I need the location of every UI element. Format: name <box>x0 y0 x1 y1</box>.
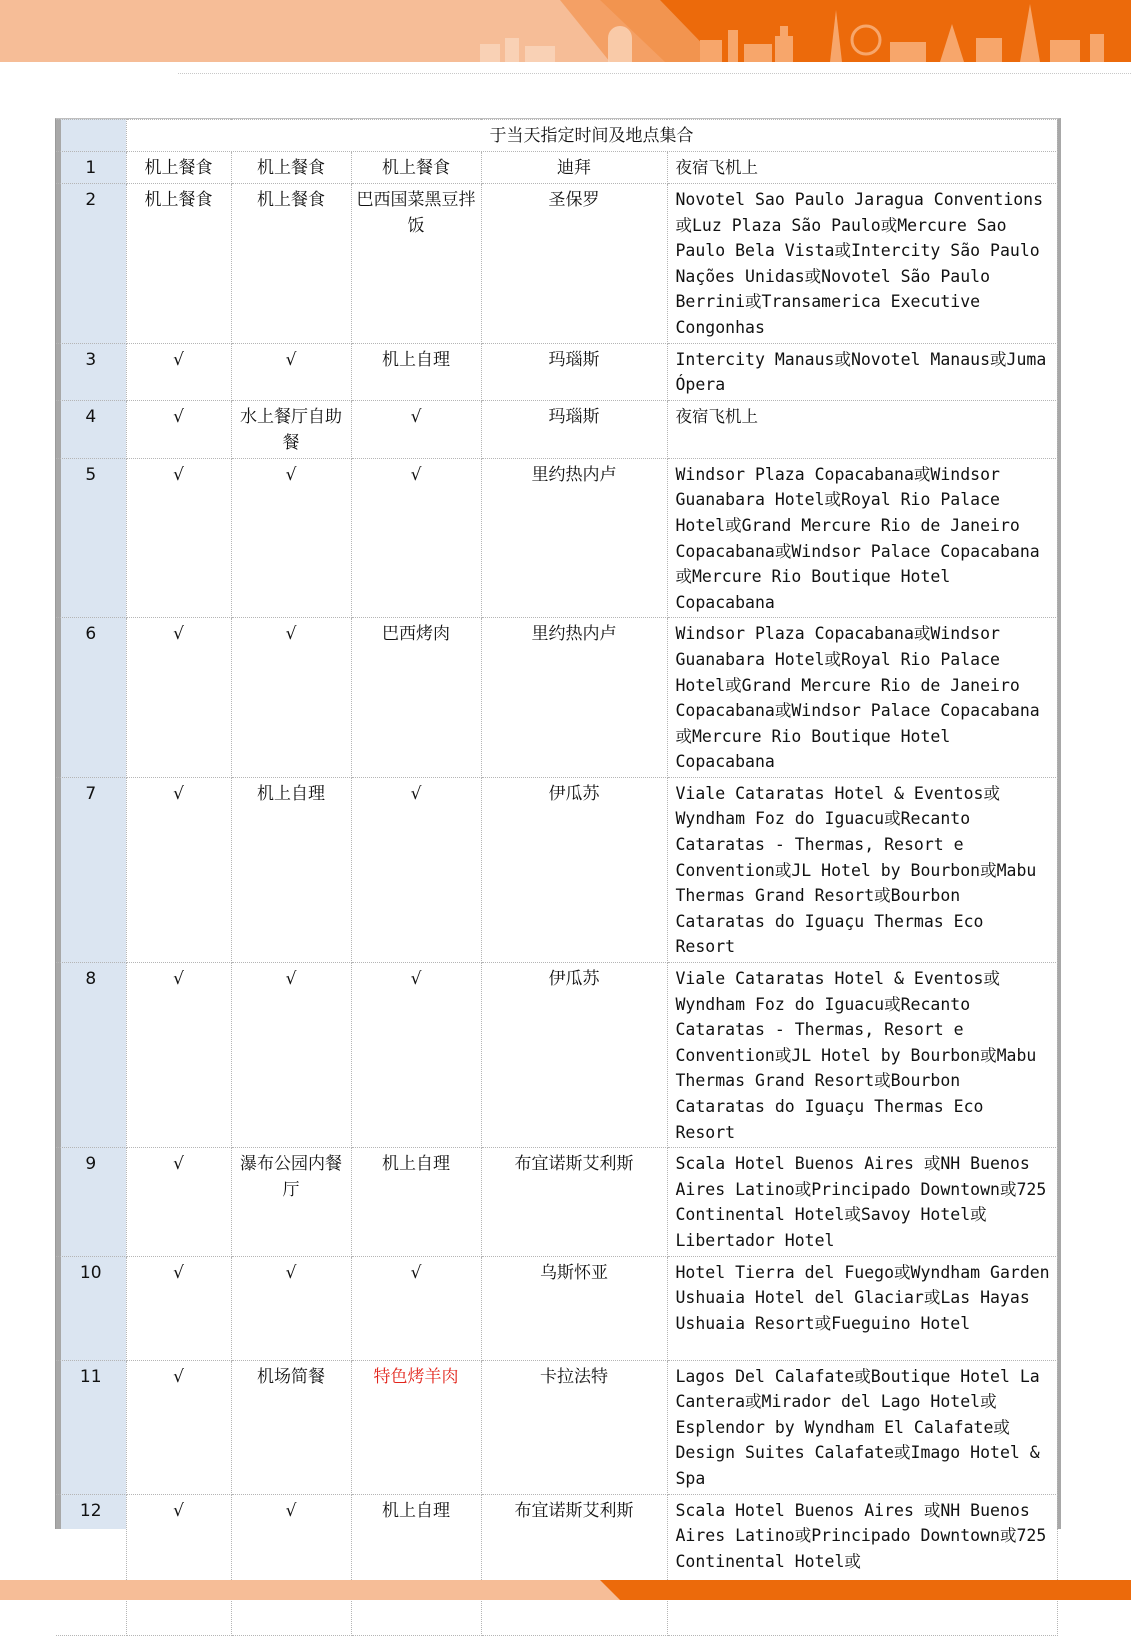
city-cell: 布宜诺斯艾利斯 <box>481 1148 667 1256</box>
hotel-cell: Lagos Del Calafate或Boutique Hotel La Cantera或Mirador del Lago Hotel或Esplendor by Wyndham El Calafate或Design Suites Calafate或Imago Hotel & Spa <box>667 1360 1057 1494</box>
dinner-cell: 机上自理 <box>351 1148 481 1256</box>
hotel-cell: 夜宿飞机上 <box>667 400 1057 458</box>
hotel-cell: Viale Cataratas Hotel & Eventos或Wyndham Foz do Iguacu或Recanto Cataratas - Thermas, Resort e Convention或JL Hotel by Bourbon或Mabu Thermas Grand Resort或Bourbon Cataratas do Iguaçu Thermas Eco Resort <box>667 963 1057 1148</box>
meeting-note: 于当天指定时间及地点集合 <box>126 120 1057 152</box>
dinner-cell: √ <box>351 400 481 458</box>
city-cell: 乌斯怀亚 <box>481 1256 667 1360</box>
dinner-cell: 巴西烤肉 <box>351 618 481 778</box>
breakfast-cell: √ <box>126 343 231 400</box>
table-row <box>56 1148 1057 1256</box>
breakfast-cell: 机上餐食 <box>126 152 231 184</box>
header-dotted-rule <box>178 73 1131 74</box>
breakfast-cell: √ <box>126 618 231 778</box>
day-number: 7 <box>56 777 126 962</box>
city-cell: 里约热内卢 <box>481 458 667 618</box>
breakfast-cell: √ <box>126 1494 231 1635</box>
lunch-cell: 机上自理 <box>231 777 351 962</box>
hotel-cell: Scala Hotel Buenos Aires 或NH Buenos Aires Latino或Principado Downtown或725 Continental Hotel或Savoy Hotel或Libertador Hotel <box>667 1148 1057 1256</box>
lunch-cell: √ <box>231 1494 351 1635</box>
lunch-cell: 机场简餐 <box>231 1360 351 1494</box>
city-cell: 布宜诺斯艾利斯 <box>481 1494 667 1635</box>
day-number: 1 <box>56 152 126 184</box>
breakfast-cell: √ <box>126 400 231 458</box>
table-row <box>56 777 1057 962</box>
city-cell: 伊瓜苏 <box>481 777 667 962</box>
hotel-cell: Viale Cataratas Hotel & Eventos或Wyndham Foz do Iguacu或Recanto Cataratas - Thermas, Resort e Convention或JL Hotel by Bourbon或Mabu Thermas Grand Resort或Bourbon Cataratas do Iguaçu Thermas Eco Resort <box>667 777 1057 962</box>
breakfast-cell: 机上餐食 <box>126 184 231 344</box>
breakfast-cell: √ <box>126 777 231 962</box>
lunch-cell: 水上餐厅自助餐 <box>231 400 351 458</box>
hotel-cell: Novotel Sao Paulo Jaragua Conventions或Luz Plaza São Paulo或Mercure Sao Paulo Bela Vista或Intercity São Paulo Nações Unidas或Novotel São Paulo Berrini或Transamerica Executive Congonhas <box>667 184 1057 344</box>
dinner-cell: 巴西国菜黑豆拌饭 <box>351 184 481 344</box>
day-number: 3 <box>56 343 126 400</box>
table-row <box>56 400 1057 458</box>
lunch-cell: √ <box>231 1256 351 1360</box>
breakfast-cell: √ <box>126 1360 231 1494</box>
bottom-banner-graphic <box>0 1580 1131 1600</box>
day-number: 4 <box>56 400 126 458</box>
dinner-cell: √ <box>351 1256 481 1360</box>
city-cell: 玛瑙斯 <box>481 343 667 400</box>
itinerary-table <box>56 119 1058 1636</box>
city-cell: 迪拜 <box>481 152 667 184</box>
table-row <box>56 618 1057 778</box>
day-number: 8 <box>56 963 126 1148</box>
table-row <box>56 152 1057 184</box>
lunch-cell: √ <box>231 963 351 1148</box>
table-row <box>56 1494 1057 1635</box>
day-number: 12 <box>56 1494 126 1635</box>
row-number-empty <box>56 120 126 152</box>
table-row <box>56 343 1057 400</box>
breakfast-cell: √ <box>126 1256 231 1360</box>
day-number: 5 <box>56 458 126 618</box>
table-row <box>56 1360 1057 1494</box>
dinner-cell-highlighted: 特色烤羊肉 <box>351 1360 481 1494</box>
lunch-cell: 机上餐食 <box>231 184 351 344</box>
dinner-cell: 机上自理 <box>351 1494 481 1635</box>
skyline-banner-graphic <box>0 0 1131 62</box>
lunch-cell: √ <box>231 618 351 778</box>
breakfast-cell: √ <box>126 1148 231 1256</box>
lunch-cell: √ <box>231 458 351 618</box>
city-cell: 圣保罗 <box>481 184 667 344</box>
dinner-cell: √ <box>351 777 481 962</box>
breakfast-cell: √ <box>126 963 231 1148</box>
table-row <box>56 1256 1057 1360</box>
city-cell: 里约热内卢 <box>481 618 667 778</box>
day-number: 11 <box>56 1360 126 1494</box>
bottom-banner <box>0 1580 1131 1600</box>
city-cell: 玛瑙斯 <box>481 400 667 458</box>
table-row <box>56 458 1057 618</box>
top-banner <box>0 0 1131 62</box>
lunch-cell: √ <box>231 343 351 400</box>
dinner-cell: √ <box>351 458 481 618</box>
hotel-cell: Scala Hotel Buenos Aires 或NH Buenos Aires Latino或Principado Downtown或725 Continental Hotel或 <box>667 1494 1057 1635</box>
dinner-cell: √ <box>351 963 481 1148</box>
hotel-cell: 夜宿飞机上 <box>667 152 1057 184</box>
table-header-row <box>56 120 1057 152</box>
table-row <box>56 184 1057 344</box>
hotel-cell: Windsor Plaza Copacabana或Windsor Guanabara Hotel或Royal Rio Palace Hotel或Grand Mercure Rio de Janeiro Copacabana或Windsor Palace Copacabana或Mercure Rio Boutique Hotel Copacabana <box>667 458 1057 618</box>
table-row <box>56 963 1057 1148</box>
day-number: 6 <box>56 618 126 778</box>
dinner-cell: 机上自理 <box>351 343 481 400</box>
day-number: 9 <box>56 1148 126 1256</box>
breakfast-cell: √ <box>126 458 231 618</box>
lunch-cell: 机上餐食 <box>231 152 351 184</box>
day-number: 10 <box>56 1256 126 1360</box>
dinner-cell: 机上餐食 <box>351 152 481 184</box>
day-number: 2 <box>56 184 126 344</box>
city-cell: 卡拉法特 <box>481 1360 667 1494</box>
city-cell: 伊瓜苏 <box>481 963 667 1148</box>
lunch-cell: 瀑布公园内餐厅 <box>231 1148 351 1256</box>
itinerary-table-frame <box>55 118 1061 1571</box>
hotel-cell: Intercity Manaus或Novotel Manaus或Juma Ópera <box>667 343 1057 400</box>
hotel-cell: Windsor Plaza Copacabana或Windsor Guanabara Hotel或Royal Rio Palace Hotel或Grand Mercure Rio de Janeiro Copacabana或Windsor Palace Copacabana或Mercure Rio Boutique Hotel Copacabana <box>667 618 1057 778</box>
hotel-cell: Hotel Tierra del Fuego或Wyndham Garden Ushuaia Hotel del Glaciar或Las Hayas Ushuaia Resort或Fueguino Hotel <box>667 1256 1057 1360</box>
